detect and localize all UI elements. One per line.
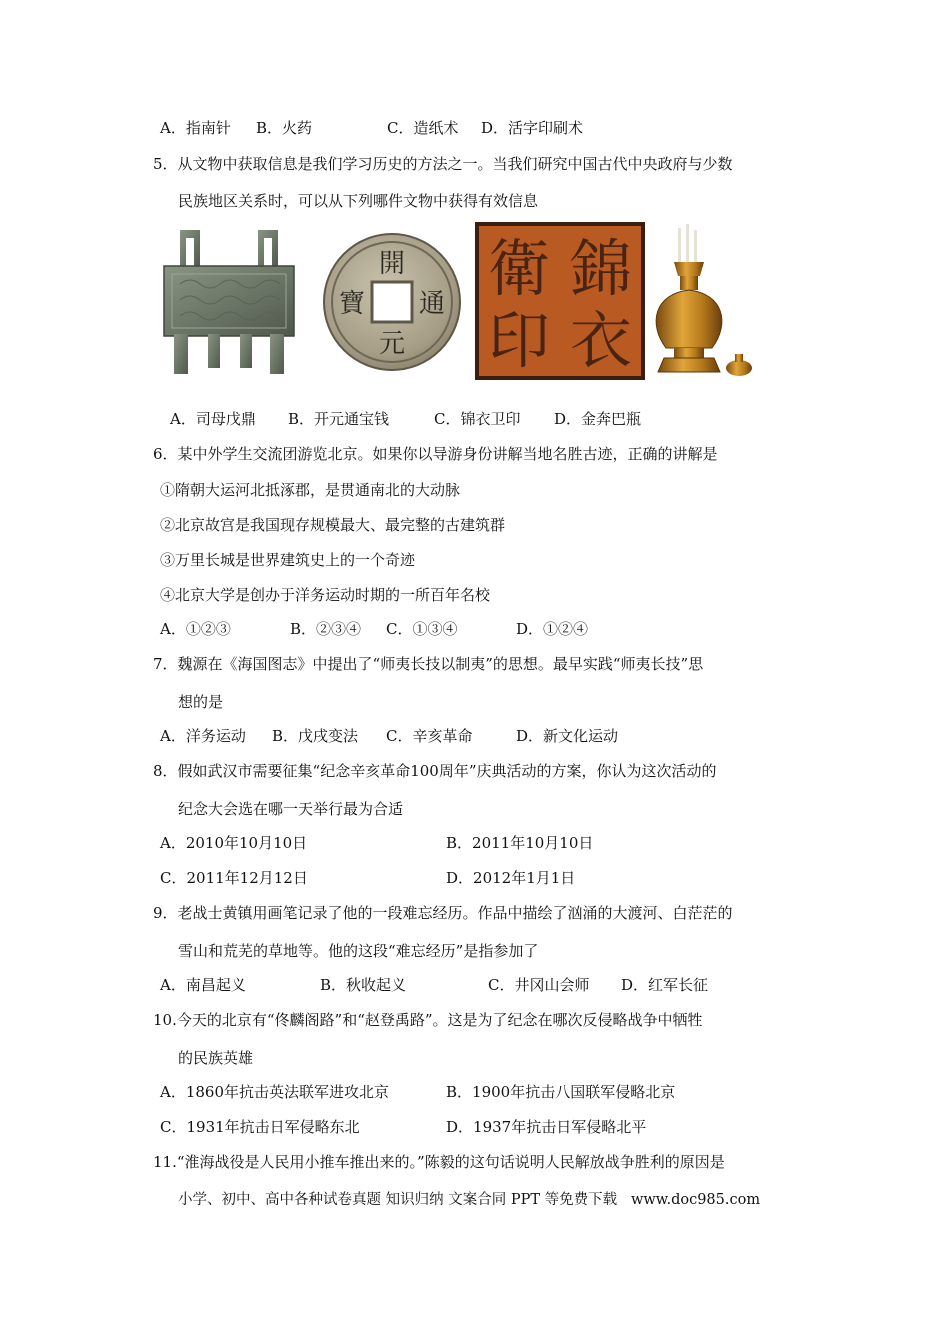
q6-item-1: ①隋朝大运河北抵涿郡，是贯通南北的大动脉 bbox=[160, 481, 461, 499]
q6-item-4: ④北京大学是创办于洋务运动时期的一所百年名校 bbox=[160, 586, 491, 604]
q8-stem-line2: 纪念大会选在哪一天举行最为合适 bbox=[178, 800, 404, 818]
q6-item-2: ②北京故宫是我国现存规模最大、最完整的古建筑群 bbox=[160, 516, 506, 534]
seal-char-1: 錦 bbox=[569, 232, 633, 305]
q10-options-row1 bbox=[160, 1082, 800, 1102]
q10-stem-line2: 的民族英雄 bbox=[178, 1049, 254, 1067]
q8-options-row1 bbox=[160, 833, 800, 853]
seal-char-4: 印 bbox=[487, 304, 551, 377]
golden-urn-image bbox=[650, 224, 756, 380]
q6-stem: 6．某中外学生交流团游览北京。如果你以导游身份讲解当地名胜古迹，正确的讲解是 bbox=[153, 445, 718, 463]
q7-stem-line1: 7．魏源在《海国图志》中提出了“师夷长技以制夷”的思想。最早实践“师夷长技”思 bbox=[153, 655, 704, 673]
q4-option-d: D．活字印刷术 bbox=[481, 119, 584, 137]
q6-option-d: D．①②④ bbox=[516, 620, 589, 638]
q9-option-b: B．秋收起义 bbox=[320, 976, 407, 994]
q7-option-c: C．辛亥革命 bbox=[386, 727, 473, 745]
q10-option-b: B．1900年抗击八国联军侵略北京 bbox=[446, 1083, 676, 1101]
q6-item-3: ③万里长城是世界建筑史上的一个奇迹 bbox=[160, 551, 416, 569]
q8-options-row2 bbox=[160, 868, 800, 888]
seal-char-2: 衣 bbox=[569, 304, 633, 377]
kaiyuan-tongbao-coin-image bbox=[322, 232, 462, 372]
q5-option-c: C．锦衣卫印 bbox=[434, 410, 521, 428]
q10-option-c: C．1931年抗击日军侵略东北 bbox=[160, 1118, 360, 1136]
coin-char-top: 開 bbox=[378, 249, 406, 279]
q10-option-a: A．1860年抗击英法联军进攻北京 bbox=[160, 1083, 390, 1101]
q6-option-a: A．①②③ bbox=[160, 620, 231, 638]
q7-option-b: B．戊戌变法 bbox=[272, 727, 359, 745]
coin-char-bottom: 元 bbox=[378, 329, 406, 359]
q6-options bbox=[160, 619, 800, 639]
q7-stem-line2: 想的是 bbox=[178, 693, 224, 711]
jinyiwei-seal-image bbox=[475, 222, 645, 380]
q10-stem-line1: 10.今天的北京有“佟麟阁路”和“赵登禹路”。这是为了纪念在哪次反侵略战争中牺牲 bbox=[153, 1011, 703, 1029]
q9-stem-line2: 雪山和荒芜的草地等。他的这段“难忘经历”是指参加了 bbox=[178, 942, 539, 960]
q5-stem-line1: 5．从文物中获取信息是我们学习历史的方法之一。当我们研究中国古代中央政府与少数 bbox=[153, 155, 733, 173]
footer-link-text: 小学、初中、高中各种试卷真题 知识归纳 文案合同 PPT 等免费下载 www.doc985.com bbox=[178, 1192, 761, 1208]
q5-stem-line2: 民族地区关系时，可以从下列哪件文物中获得有效信息 bbox=[178, 192, 539, 210]
q10-option-d: D．1937年抗击日军侵略北平 bbox=[446, 1118, 647, 1136]
q8-option-c: C．2011年12月12日 bbox=[160, 869, 308, 887]
q5-option-d: D．金奔巴瓶 bbox=[554, 410, 642, 428]
seal-char-3: 衛 bbox=[487, 232, 551, 305]
q4-option-a: A．指南针 bbox=[160, 119, 231, 137]
q11-stem-line1: 11.“淮海战役是人民用小推车推出来的。”陈毅的这句话说明人民解放战争胜利的原因是 bbox=[153, 1153, 725, 1171]
q9-options bbox=[160, 975, 800, 995]
simuwu-ding-image bbox=[160, 228, 298, 378]
q6-option-b: B．②③④ bbox=[290, 620, 362, 638]
q7-option-a: A．洋务运动 bbox=[160, 727, 246, 745]
coin-char-right: 通 bbox=[418, 289, 446, 319]
q8-option-a: A．2010年10月10日 bbox=[160, 834, 308, 852]
q9-option-a: A．南昌起义 bbox=[160, 976, 246, 994]
q10-options-row2 bbox=[160, 1117, 800, 1137]
q9-stem-line1: 9．老战士黄镇用画笔记录了他的一段难忘经历。作品中描绘了汹涌的大渡河、白茫茫的 bbox=[153, 904, 733, 922]
q5-options bbox=[170, 409, 810, 429]
q9-option-c: C．井冈山会师 bbox=[488, 976, 590, 994]
coin-char-left: 寶 bbox=[338, 289, 366, 319]
q9-option-d: D．红军长征 bbox=[621, 976, 709, 994]
q6-option-c: C．①③④ bbox=[386, 620, 458, 638]
q4-options bbox=[160, 118, 800, 138]
q5-option-b: B．开元通宝钱 bbox=[288, 410, 390, 428]
q8-option-b: B．2011年10月10日 bbox=[446, 834, 594, 852]
q7-options bbox=[160, 726, 800, 746]
q5-option-a: A．司母戊鼎 bbox=[170, 410, 256, 428]
q8-option-d: D．2012年1月1日 bbox=[446, 869, 576, 887]
q4-option-b: B．火药 bbox=[256, 119, 313, 137]
q8-stem-line1: 8．假如武汉市需要征集“纪念辛亥革命100周年”庆典活动的方案，你认为这次活动的 bbox=[153, 762, 717, 780]
q4-option-c: C．造纸术 bbox=[387, 119, 459, 137]
q7-option-d: D．新文化运动 bbox=[516, 727, 619, 745]
